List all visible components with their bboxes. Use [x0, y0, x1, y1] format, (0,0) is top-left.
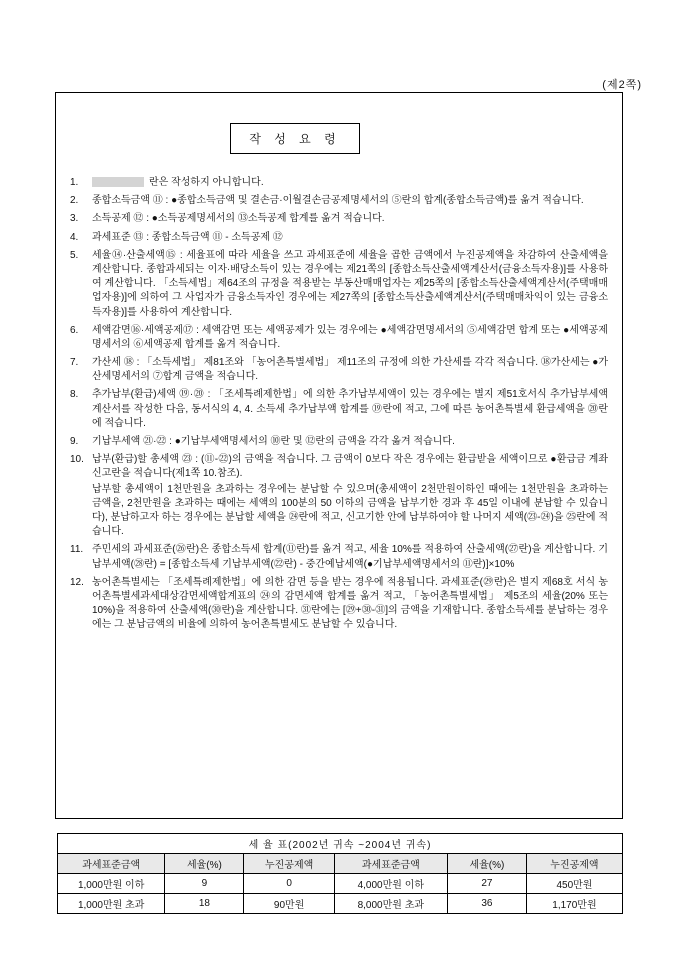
item-text-continuation: 납부할 총세액이 1천만원을 초과하는 경우에는 분납할 수 있으며(총세액이 2천만원이하인 때에는 1천만원을 초과하는 금액을, 2천만원을 초과하는 때에는 세액의 100분의 50 이하의 금액을 납부기한 경과 후 45일 이내에 분납할 수 있습니다), 분납하고자 하는 경우에는 분납할 세액을 ㉔란에 적고, 신고기한 안에 납부하여야 할 나머지 세액(㉓-㉔)을 ㉕란에 적습니다. [92, 483, 608, 538]
item-text-body: 납부(환급)할 총세액 ㉓ : (⑪-㉒)의 금액을 적습니다. 그 금액이 0보다 작은 경우에는 환급받을 세액이므로 ●환급금 계좌신고란을 적습니다(제1쪽 10.참조). [92, 454, 608, 480]
cell-deduction: 1,170만원 [526, 894, 622, 914]
cell-deduction: 450만원 [526, 874, 622, 894]
header-rate-1: 세율(%) [165, 854, 244, 874]
item-number: 3. [70, 213, 79, 225]
instruction-item-9 [70, 435, 608, 449]
table-header-row [58, 854, 623, 874]
header-deduction-2: 누진공제액 [526, 854, 622, 874]
instruction-item-4 [70, 231, 608, 245]
instruction-item-3 [70, 212, 608, 226]
instruction-item-6 [70, 324, 608, 352]
cell-tax-base: 1,000만원 초과 [58, 894, 165, 914]
item-text: 가산세 ⑱ : 「소득세법」 제81조와 「농어촌특별세법」 제11조의 규정에 의한 가산세를 각각 적습니다. ⑱가산세는 ●가산세명세서의 ⑦합계 금액을 적습니다. [92, 357, 608, 383]
item-number: 8. [70, 389, 79, 401]
blank-field-box [92, 177, 144, 187]
cell-tax-base: 4,000만원 이하 [334, 874, 447, 894]
item-number: 9. [70, 436, 79, 447]
section-title: 작 성 요 령 [230, 123, 360, 154]
item-text: 농어촌특별세는 「조세특례제한법」에 의한 감면 등을 받는 경우에 적용됩니다. 과세표준(㉙란)은 별지 제68호 서식 농어촌특별세과세대상감면세액합계표의 ㉔의 감면세액 합계를 옮겨 적고, 「농어촌특별세법」 제5조의 세율(20% 또는 10%)을 적용하여 산출세액(㉚란)을 계산합니다. ㉛란에는 [㉙+㉚-㉛]의 금액을 기재합니다. 종합소득세를 분납하는 경우에는 그 분납금액의 비율에 의하여 농어촌특별세도 분납할 수 있습니다. [92, 576, 608, 631]
item-number: 2. [70, 195, 79, 207]
page-number-label: (제2쪽) [602, 79, 642, 91]
item-number: 5. [70, 249, 79, 261]
tax-rate-table [57, 833, 623, 914]
item-text: 주민세의 과세표준(㉖란)은 종합소득세 합계(⑪란)를 옮겨 적고, 세율 10%를 적용하여 산출세액(㉗란)을 계산합니다. 기납부세액(㉘란) = [종합소득세 기납부세액(㉒란) - 중간예납세액(●기납부세액명세서의 ⑪란)]×10% [92, 544, 608, 570]
cell-deduction: 90만원 [244, 894, 334, 914]
item-number: 12. [70, 576, 84, 588]
cell-tax-base: 8,000만원 초과 [334, 894, 447, 914]
instructions-box [55, 92, 623, 819]
cell-rate: 18 [165, 894, 244, 914]
header-tax-base-1: 과세표준금액 [58, 854, 165, 874]
cell-deduction: 0 [244, 874, 334, 894]
cell-rate: 36 [447, 894, 526, 914]
header-deduction-1: 누진공제액 [244, 854, 334, 874]
item-number: 7. [70, 357, 79, 369]
header-rate-2: 세율(%) [447, 854, 526, 874]
item-text: 종합소득금액 ⑪ : ●종합소득금액 및 결손금·이월결손금공제명세서의 ⑤란의 합계(종합소득금액)를 옮겨 적습니다. [92, 195, 584, 207]
item-text: 과세표준 ⑬ : 종합소득금액 ⑪ - 소득공제 ⑫ [92, 231, 283, 243]
table-row [58, 874, 623, 894]
item-number: 6. [70, 324, 79, 336]
instruction-item-2 [70, 194, 608, 208]
instruction-item-11 [70, 543, 608, 571]
item-text [92, 453, 608, 539]
item-text: 추가납부(환급)세액 ⑲·⑳ : 「조세특례제한법」에 의한 추가납부세액이 있는 경우에는 별지 제51호서식 추가납부세액계산서를 작성한 다음, 동서식의 4, 4. 소득세 추가납부액 합계를 ⑲란에 적고, 그에 따른 농어촌특별세 환급세액을 ⑳란에 적습니다. [92, 389, 608, 429]
item-text [92, 176, 608, 190]
item-text: 세율⑭·산출세액⑮ : 세율표에 따라 세율을 쓰고 과세표준에 세율을 곱한 금액에서 누진공제액을 차감하여 산출세액을 계산합니다. 종합과세되는 이자·배당소득이 있는 경우에는 제21쪽의 [종합소득산출세액계산서(금융소득자용)]를 사용하여 계산합니다. 「소득세법」제64조의 규정을 적용받는 부동산매매업자는 제25쪽의 [종합소득산출세액계산서(주택매매업자용)]에 의하여 그 사업자가 금융소득자인 경우에는 제27쪽의 [종합소득산출세액계산서(주택매매차익이 있는 금융소득자용)]를 사용하여 계산합니다. [92, 249, 608, 318]
item-number: 1. [70, 177, 79, 188]
instruction-item-10 [70, 453, 608, 539]
instruction-item-12 [70, 576, 608, 633]
item-number: 10. [70, 454, 84, 466]
item-number: 4. [70, 231, 79, 243]
header-tax-base-2: 과세표준금액 [334, 854, 447, 874]
table-title-row [58, 834, 623, 854]
item-text: 기납부세액 ㉑·㉒ : ●기납부세액명세서의 ⑩란 및 ⑫란의 금액을 각각 옮겨 적습니다. [92, 436, 455, 447]
instruction-item-8 [70, 388, 608, 431]
cell-tax-base: 1,000만원 이하 [58, 874, 165, 894]
instruction-item-5 [70, 249, 608, 320]
item-text: 소득공제 ⑫ : ●소득공제명세서의 ⑬소득공제 합계를 옮겨 적습니다. [92, 213, 385, 225]
cell-rate: 9 [165, 874, 244, 894]
instruction-list [70, 176, 608, 632]
item-text-body: 란은 작성하지 아니합니다. [149, 177, 264, 188]
instruction-item-7 [70, 356, 608, 384]
instruction-item-1 [70, 176, 608, 190]
table-title: 세 율 표(2002년 귀속 ~2004년 귀속) [58, 834, 623, 854]
table-row [58, 894, 623, 914]
item-text: 세액감면⑯·세액공제⑰ : 세액감면 또는 세액공제가 있는 경우에는 ●세액감면명세서의 ⑤세액감면 합계 또는 ●세액공제명세서의 ⑥세액공제 합계를 옮겨 적습니다. [92, 324, 608, 350]
item-number: 11. [70, 544, 84, 556]
cell-rate: 27 [447, 874, 526, 894]
